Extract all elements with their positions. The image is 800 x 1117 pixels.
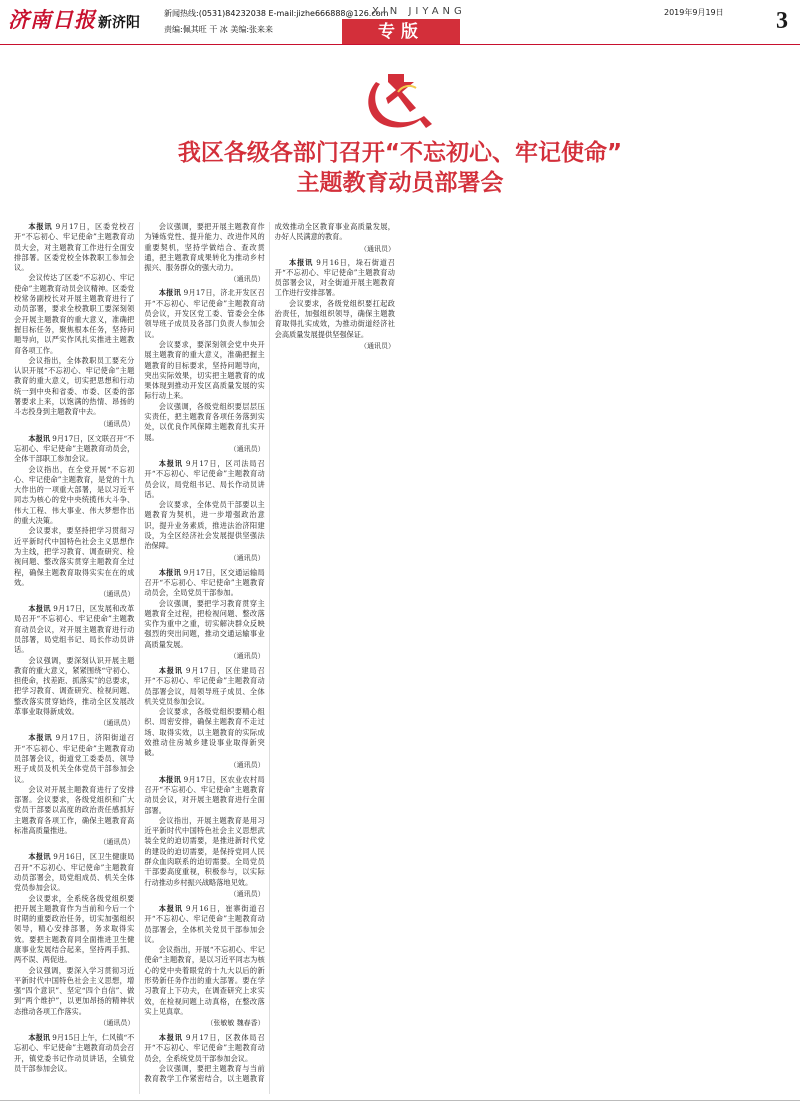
article-byline: （通讯员） <box>99 1019 135 1028</box>
article-lead-paragraph <box>144 568 264 599</box>
article-text: 9月15日上午，仁风镇“不忘初心、牢记使命”主题教育动员会召开，镇党委书记作动员讲话，全镇党员干部参加会议。 <box>14 1033 135 1073</box>
news-hotline: 新闻热线:(0531)84232038 E-mail:jizhe666888@126.com <box>164 9 389 18</box>
headline-line-2: 主题教育动员部署会 <box>296 170 504 196</box>
article-lead-paragraph <box>14 733 134 784</box>
article-lead: 本报讯 <box>158 458 183 468</box>
article-byline: （通讯员） <box>229 760 265 769</box>
article-lead-paragraph <box>144 666 264 707</box>
page-headline <box>0 138 800 198</box>
article-lead-paragraph <box>14 1033 134 1074</box>
article-text: 9月17日，区委党校召开“不忘初心、牢记使命”主题教育动员大会，对主题教育工作进行全面安排部署。区委党校全体教职工参加会议。 <box>14 222 135 273</box>
news-brief <box>14 434 134 599</box>
article-lead-paragraph <box>144 1033 264 1064</box>
article-lead-paragraph <box>14 222 134 273</box>
article-paragraph: 会议要求，要深刻领会党中央开展主题教育的重大意义，准确把握主题教育的目标要求，坚持问题导向，突出实际效果，切实把主题教育的成果体现到推动开发区高质量发展的实际行动上来。 <box>144 339 265 401</box>
news-brief <box>144 288 264 453</box>
brand-name: 济南日报 <box>8 7 96 32</box>
article-paragraph: 会议强调，要深刻认识开展主题教育的重大意义，紧紧围绕“守初心、担使命，找差距、抓落实”的总要求，把学习教育、调查研究、检视问题、整改落实贯穿始终，推动全区发展改革事业取得新成效。 <box>14 655 135 717</box>
article-paragraph: 会议强调，要把主题教育与当前教育教学工作紧密结合，以主题教育成效推动全区教育事业高质量发展，办好人民满意的教育。 <box>144 222 395 1084</box>
news-brief <box>275 258 395 351</box>
article-lead: 本报讯 <box>28 604 51 614</box>
article-byline: （通讯员） <box>359 244 395 253</box>
article-lead-paragraph <box>14 852 134 893</box>
article-lead-paragraph <box>275 258 395 299</box>
news-brief <box>144 459 264 563</box>
newspaper-logo <box>8 4 140 34</box>
article-paragraph: 会议强调，要把学习教育贯穿主题教育全过程，把检视问题、整改落实作为重中之重，切实解决群众反映强烈的突出问题，推动交通运输事业高质量发展。 <box>144 598 265 649</box>
article-text: 9月16日，崔寨街道召开“不忘初心、牢记使命”主题教育动员部署会，全体机关党员干部参加会议。 <box>144 903 265 944</box>
article-text: 9月17日，区农业农村局召开“不忘初心、牢记使命”主题教育动员会议，对开展主题教育进行全面部署。 <box>144 774 265 815</box>
article-lead: 本报讯 <box>289 257 314 267</box>
news-brief <box>14 222 134 429</box>
article-text: 9月17日，区司法局召开“不忘初心、牢记使命”主题教育动员会议，局党组书记、局长作动员讲话。 <box>144 458 265 499</box>
news-brief <box>144 666 264 770</box>
article-paragraph: 会议指出，开展“不忘初心、牢记使命”主题教育，是以习近平同志为核心的党中央着眼党的十九大以后的新形势新任务作出的重大部署。要在学习教育上下功夫，在调查研究上求实效，在检视问题上动真格，在整改落实上见真章。 <box>144 945 265 1016</box>
article-lead-paragraph <box>14 604 134 655</box>
article-paragraph: 会议要求，要坚持把学习贯彻习近平新时代中国特色社会主义思想作为主线，把学习教育、调查研究、检视问题、整改落实贯穿主题教育全过程，确保主题教育取得实实在在的成效。 <box>14 526 135 587</box>
article-byline: （通讯员） <box>229 444 265 453</box>
article-lead: 本报讯 <box>28 222 53 231</box>
article-text: 9月16日，区卫生健康局召开“不忘初心、牢记使命”主题教育动员部署会，局党组成员、机关全体党员参加会议。 <box>14 852 135 893</box>
article-byline: （通讯员） <box>229 553 265 562</box>
page-number: 3 <box>776 8 788 34</box>
issue-date: 2019年9月19日 <box>664 8 724 17</box>
headline-line-1: 我区各级各部门召开“不忘初心、牢记使命” <box>177 140 623 166</box>
article-byline: （通讯员） <box>359 341 395 350</box>
article-paragraph: 会议要求，各级党组织要扛起政治责任，加强组织领导，确保主题教育取得扎实成效，为推动街道经济社会高质量发展提供坚强保证。 <box>274 298 395 339</box>
article-lead: 本报讯 <box>158 774 182 784</box>
article-paragraph: 会议要求，全体党员干部要以主题教育为契机，进一步增强政治意识，提升业务素质，推进法治济阳建设，为全区经济社会发展提供坚强法治保障。 <box>144 500 265 551</box>
article-paragraph: 会议指出，开展主题教育是用习近平新时代中国特色社会主义思想武装全党的迫切需要，是推进新时代党的建设的迫切需要，是保持党同人民群众血肉联系的迫切需要。全局党员干部要高度重视，积极参与，以实际行动推动乡村振兴战略落地见效。 <box>144 815 265 887</box>
article-paragraph: 会议传达了区委“不忘初心、牢记使命”主题教育动员会议精神。区委党校常务副校长对开展主题教育进行了动员部署，要求全校教职工要深刻领会开展主题教育的重大意义，准确把握目标任务，聚焦根本任务，坚持问题导向，以严实作风扎实推进主题教育各项工作。 <box>14 273 135 355</box>
masthead-divider <box>0 44 800 45</box>
news-brief <box>14 852 134 1028</box>
article-byline: （通讯员） <box>99 590 135 599</box>
section-tag: 专版 <box>342 19 460 45</box>
article-lead: 本报讯 <box>28 433 50 443</box>
article-paragraph: 会议强调，各级党组织要层层压实责任，把主题教育各项任务落到实处，以优良作风保障主题教育扎实开展。 <box>144 401 265 442</box>
article-byline: （通讯员） <box>99 419 135 428</box>
masthead <box>0 0 800 46</box>
news-brief <box>144 568 264 661</box>
article-columns <box>14 222 786 1094</box>
footer-divider <box>0 1100 800 1101</box>
article-lead: 本报讯 <box>158 665 183 675</box>
brand-sub: 新济阳 <box>98 15 140 31</box>
article-byline: （通讯员） <box>229 275 265 284</box>
news-brief <box>14 733 134 847</box>
article-text: 9月17日，区交通运输局召开“不忘初心、牢记使命”主题教育动员会，全局党员干部参加。 <box>144 567 265 598</box>
article-paragraph: 会议要求，全系统各级党组织要把开展主题教育作为当前和今后一个时期的重要政治任务，切实加强组织领导，精心安排部署，务求取得实效。要把主题教育同全面推进卫生健康事业发展结合起来，坚持两手抓、两不误、两促进。 <box>14 893 135 965</box>
news-brief <box>144 904 264 1028</box>
article-lead-paragraph <box>144 904 264 945</box>
article-lead: 本报讯 <box>28 852 51 862</box>
article-lead: 本报讯 <box>158 903 183 913</box>
party-emblem-icon <box>358 62 438 134</box>
news-brief <box>14 604 134 728</box>
article-paragraph: 会议指出，全体教职员工要充分认识开展“不忘初心、牢记使命”主题教育的重大意义，切实把思想和行动统一到中央和省委、市委、区委的部署要求上来，以饱满的热情、昂扬的斗志投身到主题教育中去。 <box>14 355 135 417</box>
article-paragraph: 会议指出，在全党开展“不忘初心、牢记使命”主题教育，是党的十九大作出的一项重大部署，是以习近平同志为核心的党中央统揽伟大斗争、伟大工程、伟大事业、伟大梦想作出的重大决策。 <box>14 464 135 526</box>
article-lead: 本报讯 <box>158 567 182 577</box>
article-text: 9月17日，区文联召开“不忘初心、牢记使命”主题教育动员会，全体干部职工参加会议。 <box>14 433 135 464</box>
edition-name: XIN JIYANG <box>372 6 466 17</box>
article-byline: （通讯员） <box>229 651 265 660</box>
article-text: 9月17日，区住建局召开“不忘初心、牢记使命”主题教育动员部署会议，局领导班子成员、全体机关党员参加会议。 <box>144 665 265 706</box>
article-text: 9月16日，垛石街道召开“不忘初心、牢记使命”主题教育动员部署会议，对全街道开展主题教育工作进行安排部署。 <box>274 257 395 298</box>
article-text: 9月17日，区发展和改革局召开“不忘初心、牢记使命”主题教育动员会议，对开展主题教育进行动员部署，局党组书记、局长作动员讲话。 <box>14 604 135 655</box>
article-byline: （张敏敏 魏春香） <box>206 1019 265 1028</box>
article-text: 9月17日，济北开发区召开“不忘初心、牢记使命”主题教育动员会议，开发区党工委、管委会全体领导班子成员及各部门负责人参加会议。 <box>144 288 265 339</box>
article-lead: 本报讯 <box>28 1033 50 1043</box>
article-byline: （通讯员） <box>99 838 135 847</box>
article-lead-paragraph <box>144 775 264 816</box>
article-text: 9月17日，区教体局召开“不忘初心、牢记使命”主题教育动员会，全系统党员干部参加会议。 <box>144 1033 265 1063</box>
article-lead-paragraph <box>14 434 134 465</box>
article-lead: 本报讯 <box>158 288 182 298</box>
article-paragraph: 会议强调，要深入学习贯彻习近平新时代中国特色社会主义思想，增强“四个意识”、坚定“四个自信”、做到“两个维护”，以更加昂扬的精神状态推动各项工作落实。 <box>14 965 135 1016</box>
article-paragraph: 会议要求，各级党组织要精心组织、周密安排，确保主题教育不走过场、取得实效，以主题教育的实际成效推动住房城乡建设事业取得新突破。 <box>144 707 265 758</box>
article-text: 9月17日，济阳街道召开“不忘初心、牢记使命”主题教育动员部署会议，街道党工委委员、领导班子成员及机关全体党员干部参加会议。 <box>14 733 135 784</box>
news-brief <box>144 775 264 899</box>
article-paragraph: 会议对开展主题教育进行了安排部署。会议要求，各级党组织和广大党员干部要以高度的政治责任感抓好主题教育各项工作，确保主题教育高标准高质量推进。 <box>14 784 135 836</box>
article-byline: （通讯员） <box>99 719 135 728</box>
article-byline: （通讯员） <box>229 889 265 898</box>
article-lead: 本报讯 <box>158 1033 183 1043</box>
article-lead: 本报讯 <box>28 733 53 743</box>
article-lead-paragraph <box>144 459 264 500</box>
editor-credits: 责编:佩其旺 干 冰 美编:张来来 <box>164 25 274 34</box>
article-lead-paragraph <box>144 288 264 339</box>
article-paragraph: 会议强调，要把开展主题教育作为锤炼党性、提升能力、改进作风的重要契机，坚持学做结合、查改贯通，把主题教育成果转化为推动乡村振兴、服务群众的强大动力。 <box>144 222 265 273</box>
